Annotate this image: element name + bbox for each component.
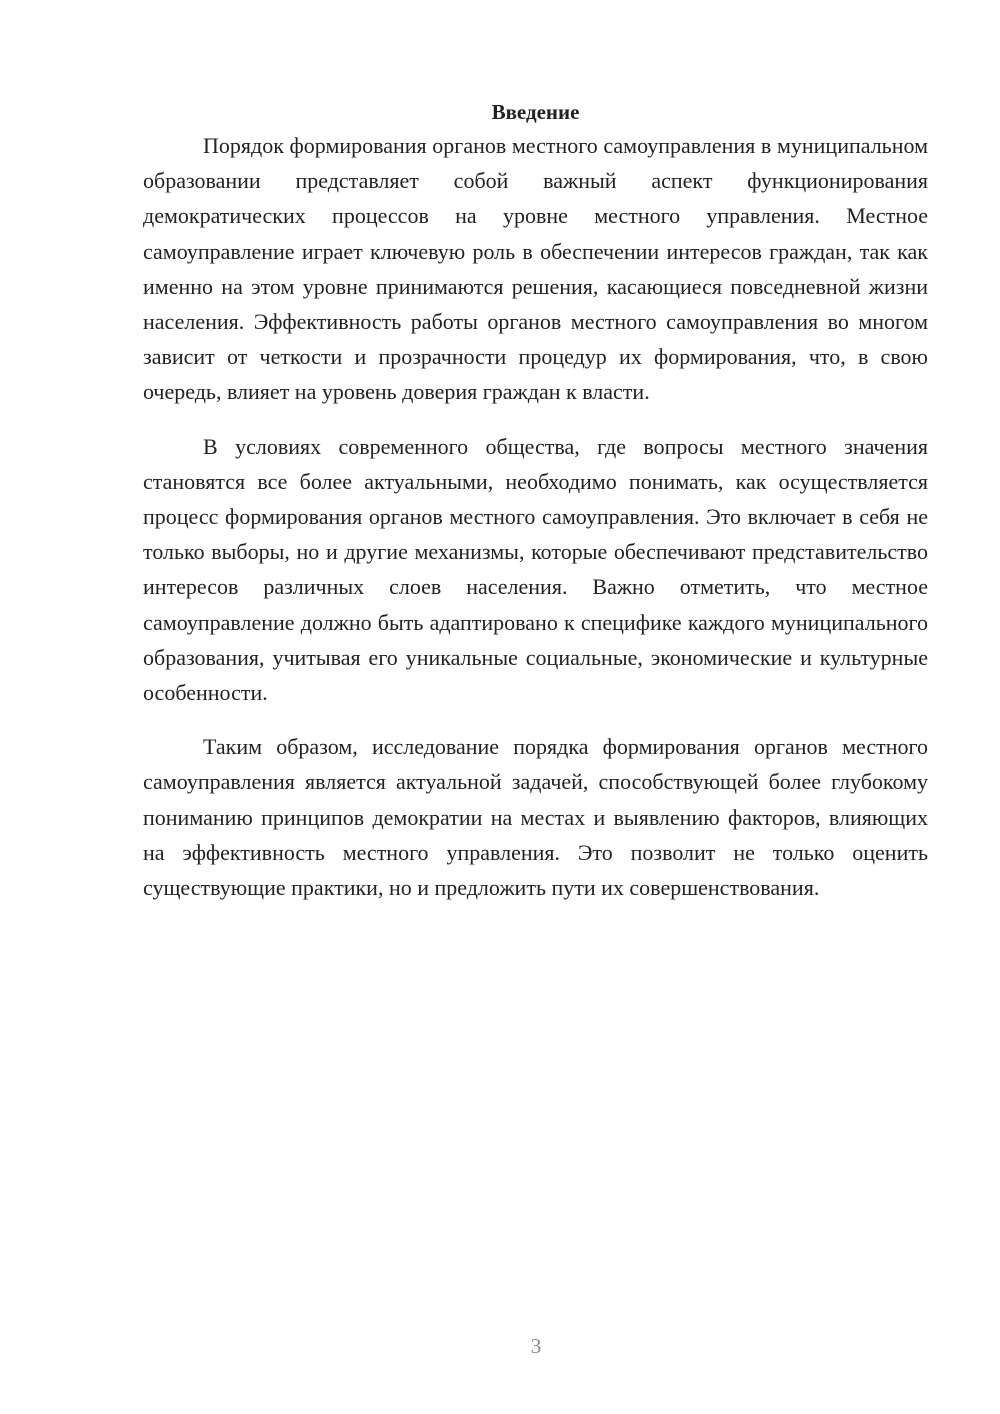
- page-content: [143, 96, 928, 905]
- paragraph-2: В условиях современного общества, где вопросы местного значения становятся все более актуальными, необходимо понимать, как осуществляется процесс формирования органов местного самоуправления. Это включает в себя не только выборы, но и другие механизмы, которые обеспечивают представительство интересов различных слоев населения. Важно отметить, что местное самоуправление должно быть адаптировано к специфике каждого муниципального образования, учитывая его уникальные социальные, экономические и культурные особенности.: [143, 433, 928, 706]
- paragraph-1: Порядок формирования органов местного самоуправления в муниципальном образовании представляет собой важный аспект функционирования демократических процессов на уровне местного управления. Местное самоуправление играет ключевую роль в обеспечении интересов граждан, так как именно на этом уровне принимаются решения, касающиеся повседневной жизни населения. Эффективность работы органов местного самоуправления во многом зависит от четкости и прозрачности процедур их формирования, что, в свою очередь, влияет на уровень доверия граждан к власти.: [143, 133, 928, 405]
- page-number: 3: [530, 1334, 542, 1358]
- section-title: Введение: [491, 100, 580, 124]
- paragraph-3: Таким образом, исследование порядка формирования органов местного самоуправления является актуальной задачей, способствующей более глубокому пониманию принципов демократии на местах и выявлению факторов, влияющих на эффективность местного управления. Это позволит не только оценить существующие практики, но и предложить пути их совершенствования.: [143, 734, 928, 901]
